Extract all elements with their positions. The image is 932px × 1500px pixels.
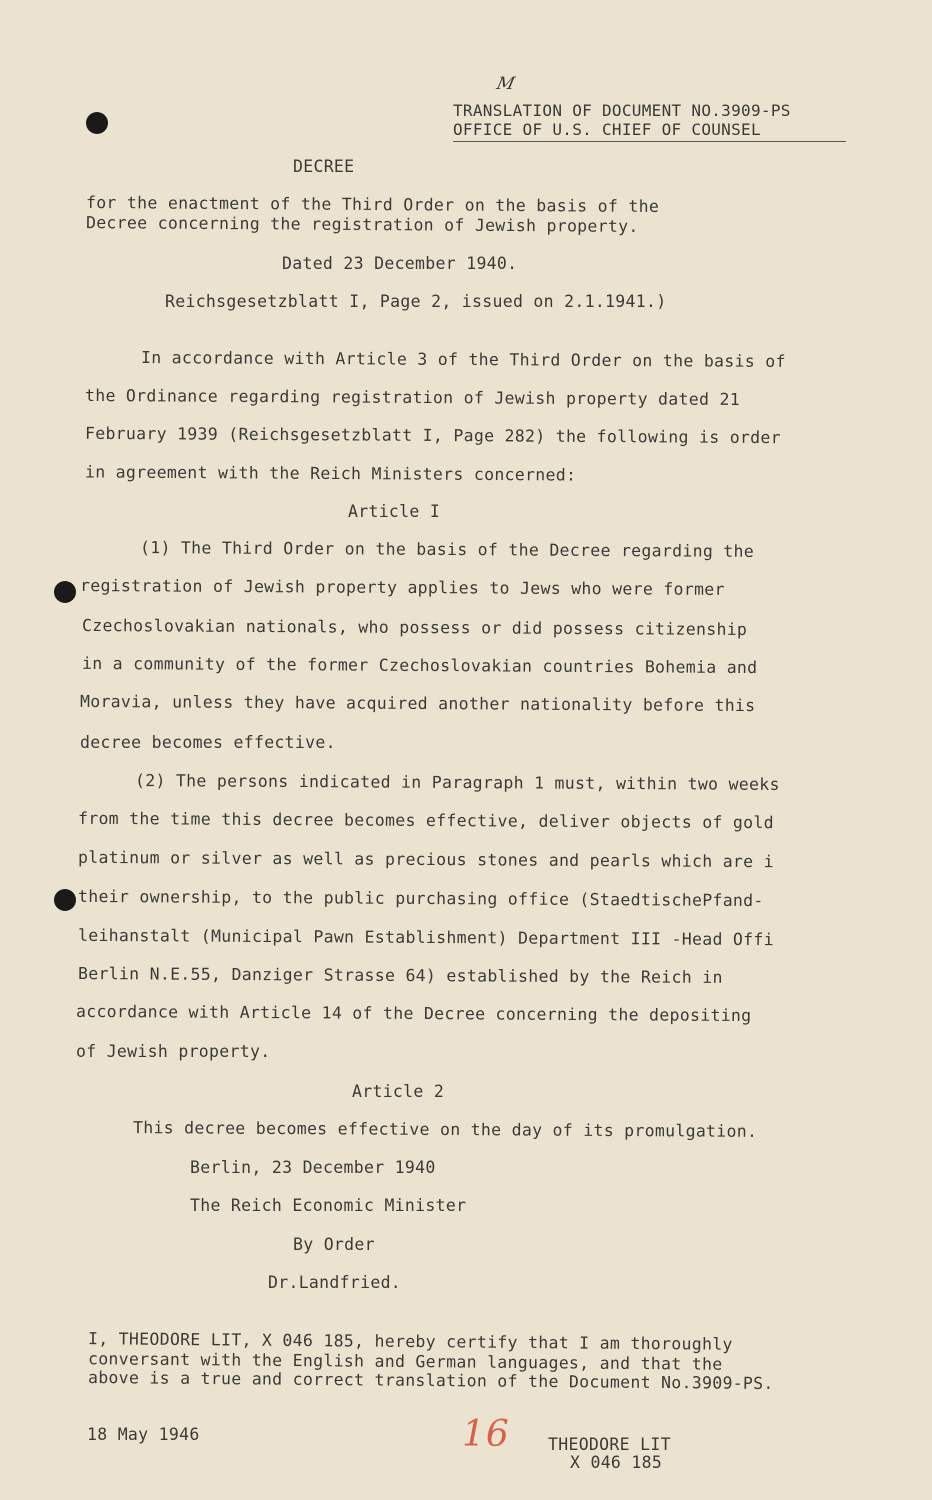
article-1-para1-line-3: Czechoslovakian nationals, who possess or did possess citizenship bbox=[81, 615, 748, 640]
header-line-1: TRANSLATION OF DOCUMENT NO.3909-PS bbox=[453, 101, 791, 120]
article-1-para1-line-6: decree becomes effective. bbox=[80, 733, 336, 752]
article-1-para2-line-1: (2) The persons indicated in Paragraph 1 must, within two weeks bbox=[134, 771, 780, 794]
certification-line-3: above is a true and correct translation of the Document No.3909-PS. bbox=[87, 1368, 774, 1393]
signature-by-order: By Order bbox=[293, 1235, 375, 1254]
article-2-heading: Article 2 bbox=[352, 1082, 445, 1101]
subtitle-line-1: for the enactment of the Third Order on the basis of the bbox=[85, 192, 660, 217]
article-1-heading: Article I bbox=[348, 502, 441, 521]
signature-name: Dr.Landfried. bbox=[268, 1273, 402, 1292]
article-1-para2-line-6: Berlin N.E.55, Danziger Strasse 64) established by the Reich in bbox=[77, 964, 723, 987]
preamble-line-1: In accordance with Article 3 of the Third Order on the basis of bbox=[140, 348, 786, 371]
decree-title: DECREE bbox=[293, 157, 355, 176]
page-number: 16 bbox=[462, 1414, 510, 1455]
gazette-line: Reichsgesetzblatt I, Page 2, issued on 2.1.1941.) bbox=[165, 292, 667, 311]
article-1-para2-line-7: accordance with Article 14 of the Decree concerning the depositing bbox=[75, 1001, 752, 1026]
subtitle-line-2: Decree concerning the registration of Jewish property. bbox=[85, 213, 639, 236]
footer-date: 18 May 1946 bbox=[87, 1425, 200, 1444]
article-1-para1-line-5: Moravia, unless they have acquired another nationality before this bbox=[79, 691, 756, 716]
article-1-para2-line-4: their ownership, to the public purchasing office (StaedtischePfand- bbox=[77, 886, 764, 911]
punch-hole-middle bbox=[54, 581, 76, 603]
header-underline bbox=[453, 141, 846, 142]
dated-line: Dated 23 December 1940. bbox=[282, 254, 518, 273]
footer-translator-id: X 046 185 bbox=[570, 1453, 663, 1472]
preamble-line-3: February 1939 (Reichsgesetzblatt I, Page 282) the following is order bbox=[84, 423, 781, 448]
article-1-para2-line-3: platinum or silver as well as precious stones and pearls which are i bbox=[77, 847, 774, 872]
certification-line-2: conversant with the English and German languages, and that the bbox=[87, 1349, 723, 1374]
article-1-para1-line-4: in a community of the former Czechoslovakian countries Bohemia and bbox=[81, 653, 758, 678]
certification-line-1: I, THEODORE LIT, X 046 185, hereby certify that I am thoroughly bbox=[87, 1329, 733, 1354]
article-1-para2-line-5: leihanstalt (Municipal Pawn Establishment) Department III -Head Offi bbox=[77, 925, 774, 950]
article-1-para1-line-2: registration of Jewish property applies to Jews who were former bbox=[79, 576, 725, 599]
handwritten-mark: M bbox=[494, 74, 517, 94]
signature-office: The Reich Economic Minister bbox=[190, 1196, 467, 1215]
footer-translator-name: THEODORE LIT bbox=[548, 1435, 671, 1454]
article-1-para2-line-2: from the time this decree becomes effective, deliver objects of gold bbox=[77, 808, 774, 833]
article-2-text: This decree becomes effective on the day of its promulgation. bbox=[132, 1118, 758, 1141]
signature-place-date: Berlin, 23 December 1940 bbox=[190, 1158, 436, 1177]
preamble-line-4: in agreement with the Reich Ministers concerned: bbox=[84, 462, 577, 485]
header-line-2: OFFICE OF U.S. CHIEF OF COUNSEL bbox=[453, 120, 761, 139]
punch-hole-bottom bbox=[54, 889, 76, 911]
punch-hole-top bbox=[86, 112, 108, 134]
preamble-line-2: the Ordinance regarding registration of Jewish property dated 21 bbox=[84, 385, 741, 410]
article-1-para1-line-1: (1) The Third Order on the basis of the Decree regarding the bbox=[139, 538, 755, 561]
article-1-para2-line-8: of Jewish property. bbox=[76, 1042, 271, 1061]
